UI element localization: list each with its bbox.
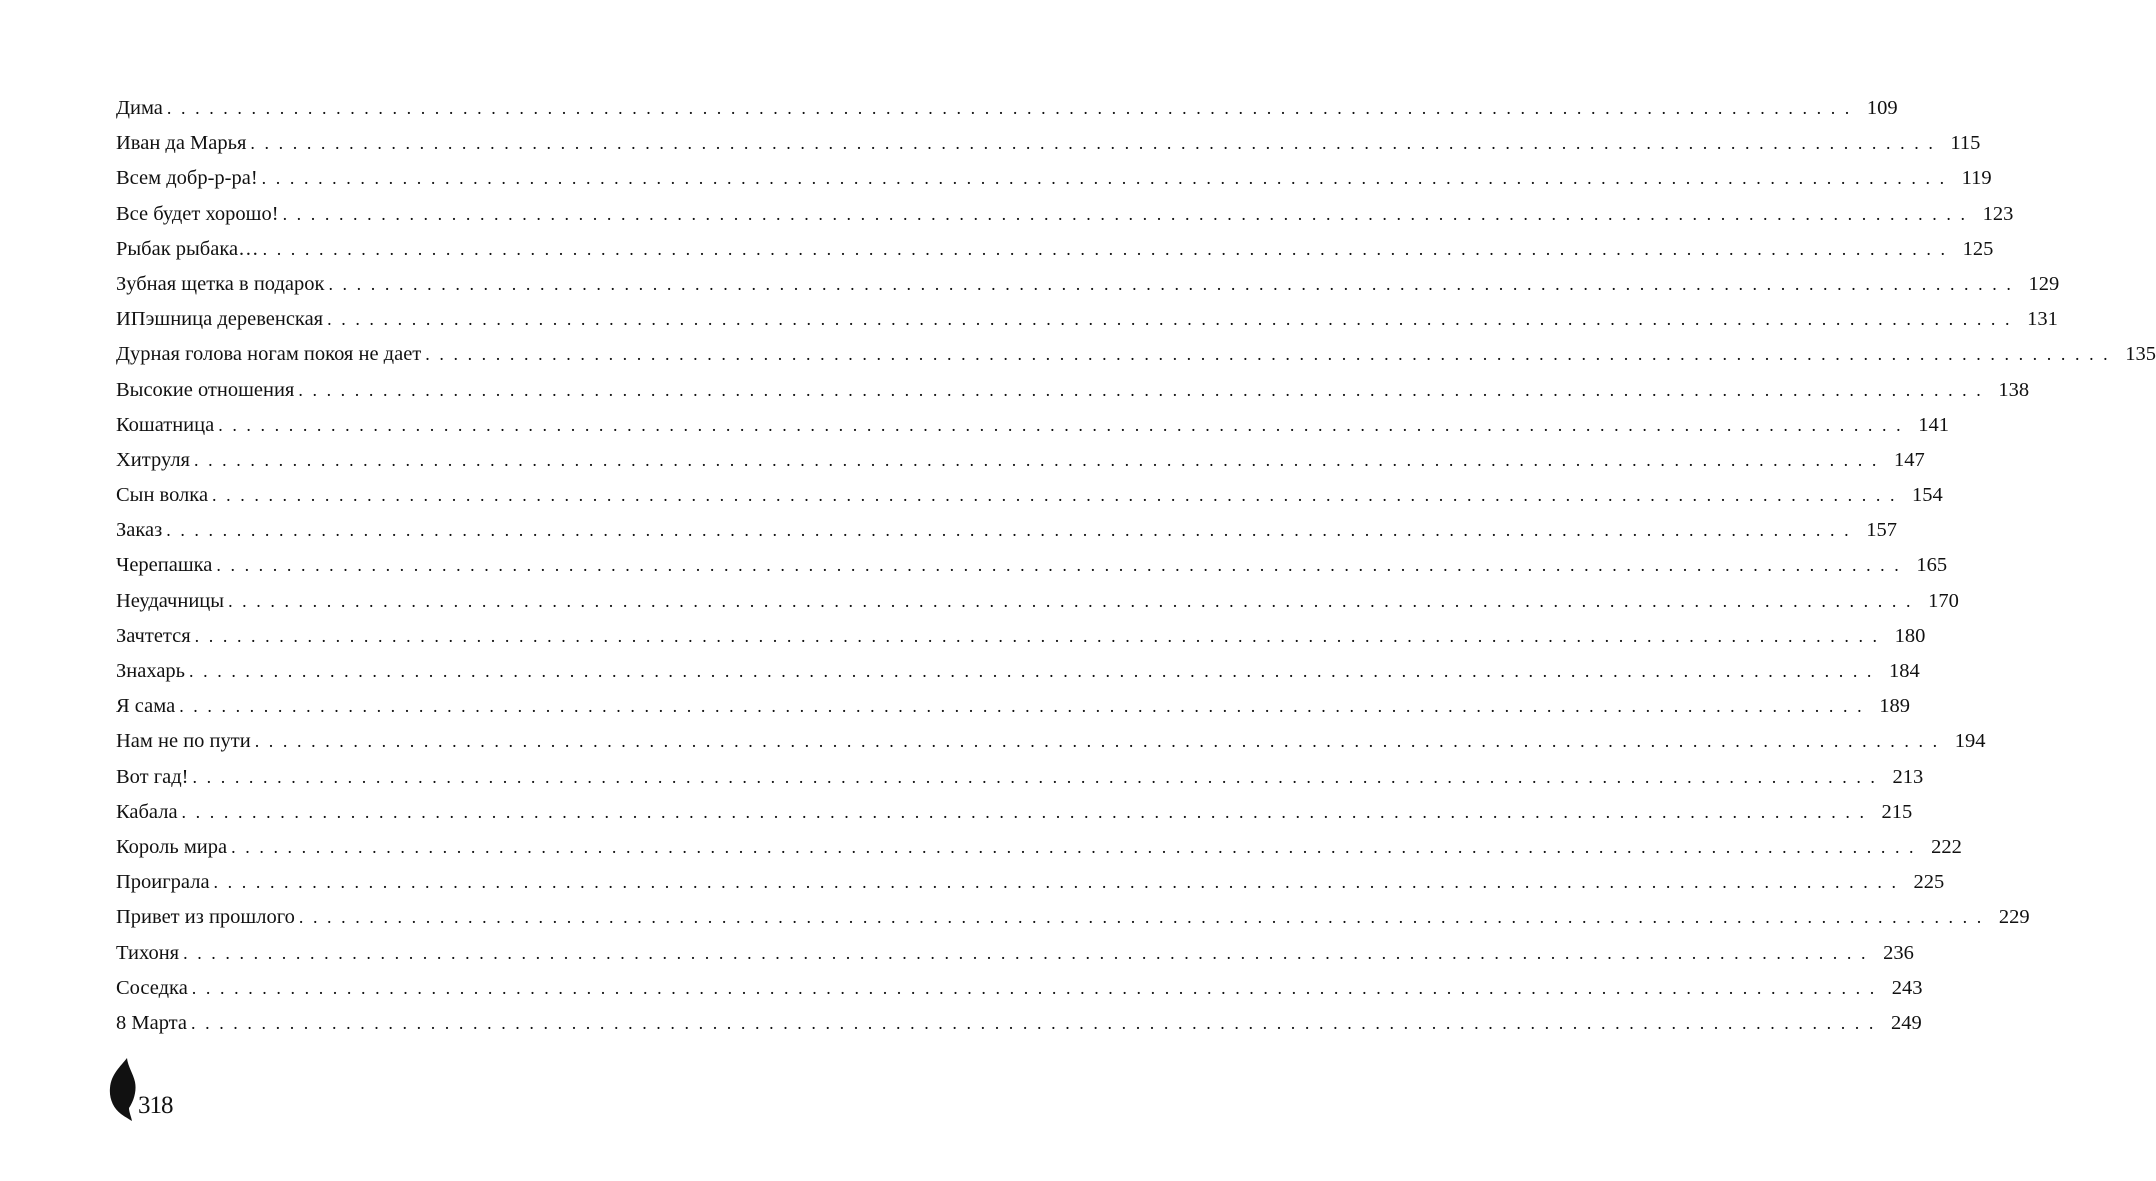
toc-entry-page: 243: [1891, 976, 1923, 999]
toc-entry-title: Зубная щетка в подарок: [116, 272, 325, 295]
toc-dot-leader: ........................................................................................................................: [261, 168, 1954, 189]
toc-dot-leader: ........................................................................................................................: [192, 766, 1885, 787]
toc-entry-page: 236: [1883, 941, 1914, 964]
toc-entry-title: Дима: [116, 97, 163, 119]
toc-dot-leader: ........................................................................................................................: [166, 98, 1859, 118]
toc-dot-leader: ........................................................................................................................: [181, 801, 1874, 822]
toc-entry-page: 189: [1879, 695, 1910, 718]
toc-entry-page: 123: [1982, 202, 2014, 225]
toc-entry-title: Высокие отношения: [116, 378, 295, 401]
toc-entry-title: Кошатница: [116, 413, 215, 436]
toc-entry-page: 229: [1998, 906, 2030, 929]
toc-entry: [116, 161, 1992, 196]
toc-entry-title: Зачтется: [116, 624, 191, 647]
toc-dot-leader: ........................................................................................................................: [254, 731, 1947, 752]
toc-entry: [116, 126, 1981, 161]
toc-entry-page: 135: [2125, 343, 2156, 366]
toc-entry-page: 194: [1954, 730, 1986, 753]
toc-entry-page: 138: [1998, 378, 2030, 401]
leaf-icon: [107, 1058, 141, 1122]
toc-entry-page: 157: [1866, 519, 1897, 542]
toc-entry-title: Король мира: [116, 835, 228, 858]
toc-entry: [116, 267, 2060, 302]
toc-dot-leader: ........................................................................................................................: [231, 836, 1924, 857]
toc-entry: [116, 971, 1923, 1006]
toc-entry-page: 215: [1881, 800, 1913, 823]
toc-entry: [116, 302, 2058, 337]
toc-entry-title: Иван да Марья: [116, 132, 247, 155]
toc-entry-title: Проиграла: [116, 871, 210, 894]
toc-entry: [116, 795, 1913, 830]
toc-dot-leader: ........................................................................................................................: [250, 133, 1943, 154]
toc-dot-leader: ........................................................................................................................: [262, 238, 1955, 259]
toc-entry: [116, 478, 1943, 513]
toc-entry-page: 225: [1913, 871, 1945, 894]
toc-dot-leader: ........................................................................................................................: [179, 696, 1872, 717]
page-folio: [107, 1058, 187, 1122]
toc-dot-leader: ........................................................................................................................: [189, 661, 1882, 681]
toc-entry: [116, 900, 2030, 935]
toc-entry: [116, 830, 1962, 865]
toc-entry-title: Неудачницы: [116, 589, 225, 612]
toc-entry-page: 154: [1912, 484, 1943, 507]
toc-entry: [116, 373, 2030, 408]
toc-entry: [116, 232, 1994, 267]
toc-entry: [116, 936, 1914, 971]
toc-dot-leader: ........................................................................................................................: [212, 485, 1905, 506]
toc-dot-leader: ........................................................................................................................: [194, 625, 1887, 646]
toc-entry-page: 119: [1961, 167, 1992, 190]
toc-entry-page: 141: [1918, 413, 1949, 436]
toc-entry-page: 125: [1962, 237, 1994, 260]
toc-entry-page: 184: [1889, 660, 1920, 682]
toc-dot-leader: ........................................................................................................................: [213, 872, 1906, 893]
toc-entry-title: Привет из прошлого: [116, 906, 295, 929]
toc-entry-title: Хитруля: [116, 448, 190, 471]
toc-entry: [116, 513, 1897, 548]
toc-dot-leader: ........................................................................................................................: [191, 977, 1884, 998]
toc-entry-title: Нам не по пути: [116, 730, 251, 753]
toc-entry-page: 115: [1950, 132, 1981, 155]
toc-entry-page: 180: [1894, 624, 1926, 647]
toc-entry: [116, 197, 2014, 232]
toc-entry-page: 213: [1892, 765, 1924, 788]
toc-entry-title: Кабала: [116, 800, 178, 823]
toc-entry: [116, 760, 1924, 795]
toc-entry-title: Тихоня: [116, 941, 180, 964]
toc-entry: [116, 724, 1986, 759]
toc-dot-leader: ........................................................................................................................: [183, 942, 1876, 963]
toc-entry-page: 109: [1866, 97, 1898, 119]
toc-entry-title: Всем добр-р-ра!: [116, 167, 258, 190]
toc-dot-leader: ........................................................................................................................: [166, 520, 1859, 541]
toc-entry: [116, 1006, 1922, 1041]
toc-dot-leader: ........................................................................................................................: [425, 344, 2118, 365]
toc-entry: [116, 865, 1945, 900]
toc-entry-title: Соседка: [116, 976, 188, 999]
toc-entry: [116, 443, 1925, 478]
toc-entry: [116, 689, 1910, 724]
toc-entry: [116, 584, 1959, 619]
toc-entry-title: Черепашка: [116, 554, 213, 577]
toc-dot-leader: ........................................................................................................................: [191, 1012, 1883, 1033]
toc-entry-title: 8 Марта: [116, 1011, 187, 1034]
toc-entry-title: Дурная голова ногам покоя не дает: [116, 343, 422, 366]
table-of-contents: [116, 91, 2156, 1041]
toc-entry-title: Рыбак рыбака…: [116, 237, 259, 260]
toc-entry-page: 165: [1916, 554, 1948, 577]
toc-entry-title: Я сама: [116, 695, 176, 718]
toc-dot-leader: ........................................................................................................................: [193, 449, 1886, 470]
toc-entry-title: Сын волка: [116, 484, 209, 507]
toc-dot-leader: ........................................................................................................................: [218, 414, 1911, 435]
toc-entry-page: 131: [2027, 308, 2058, 331]
toc-entry-page: 249: [1891, 1011, 1922, 1034]
toc-entry-page: 222: [1931, 835, 1962, 858]
toc-entry-page: 147: [1893, 448, 1925, 471]
toc-entry: [116, 408, 1949, 443]
toc-entry-title: Заказ: [116, 519, 163, 542]
toc-entry-title: Вот гад!: [116, 765, 189, 788]
page-number: 318: [138, 1092, 173, 1119]
toc-dot-leader: ........................................................................................................................: [327, 309, 2020, 330]
toc-entry: [116, 619, 1926, 654]
toc-dot-leader: ........................................................................................................................: [298, 907, 1991, 928]
toc-entry: [116, 91, 1898, 126]
toc-entry: [116, 654, 1920, 689]
toc-entry: [116, 548, 1948, 583]
toc-entry-page: 129: [2028, 272, 2060, 295]
toc-entry-title: ИПэшница деревенская: [116, 308, 324, 331]
toc-dot-leader: ........................................................................................................................: [216, 555, 1909, 576]
toc-dot-leader: ........................................................................................................................: [328, 273, 2021, 294]
toc-dot-leader: ........................................................................................................................: [228, 590, 1921, 611]
toc-dot-leader: ........................................................................................................................: [282, 203, 1975, 224]
toc-entry: [116, 337, 2156, 372]
toc-entry-page: 170: [1928, 589, 1959, 612]
toc-entry-title: Все будет хорошо!: [116, 202, 279, 225]
toc-entry-title: Знахарь: [116, 660, 186, 682]
toc-dot-leader: ........................................................................................................................: [298, 379, 1991, 400]
